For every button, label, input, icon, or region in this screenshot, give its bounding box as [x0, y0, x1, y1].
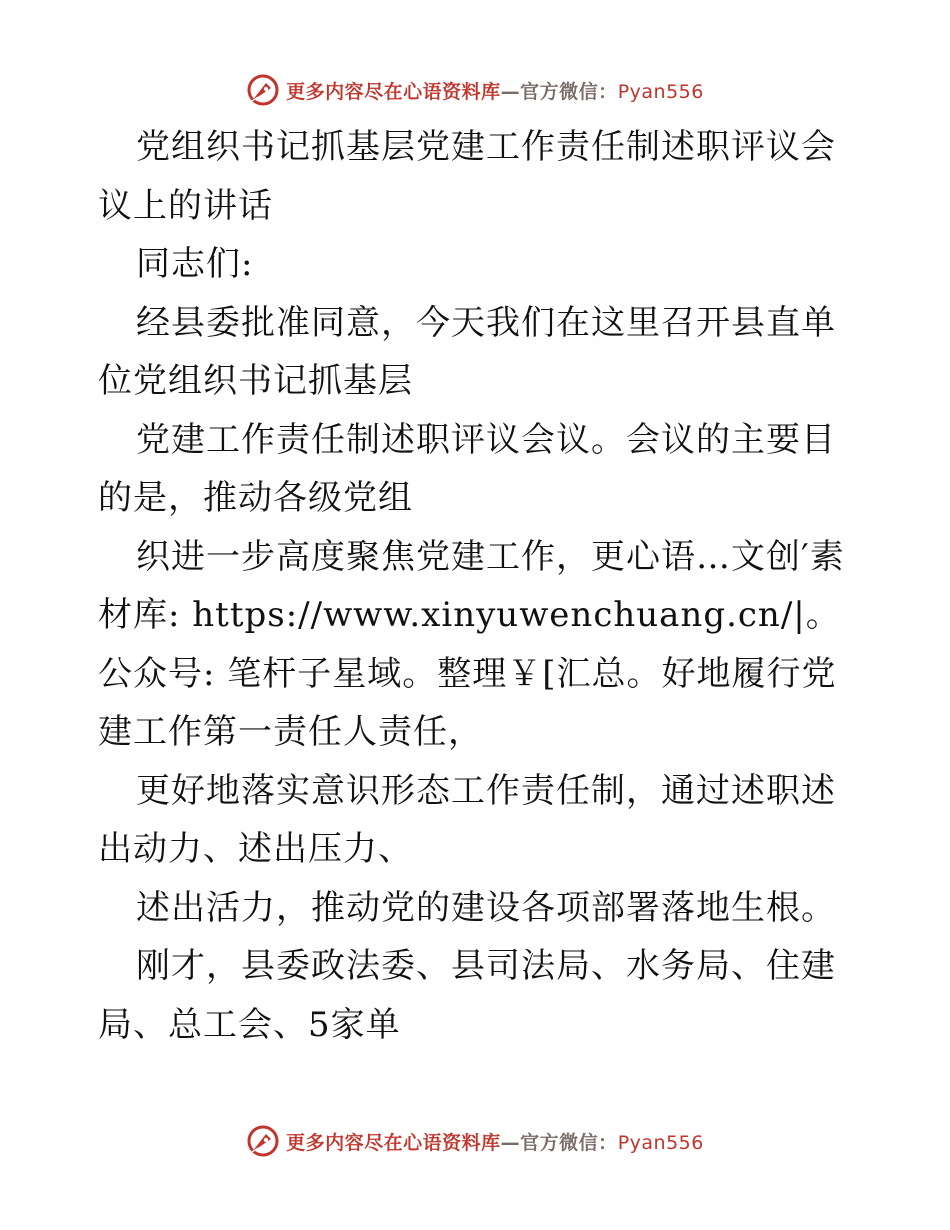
- banner-text: [286, 77, 704, 104]
- banner-dash: —: [500, 1131, 521, 1154]
- banner-official-label: 官方微信：: [520, 80, 618, 103]
- pen-nib-logo-icon: [246, 1124, 280, 1158]
- banner-text: [286, 1128, 704, 1155]
- banner-wechat-id: Pyan556: [617, 1131, 704, 1154]
- footer-watermark-banner: [0, 1121, 950, 1161]
- paragraph: 更好地落实意识形态工作责任制，通过述职述出动力、述出压力、: [98, 770, 836, 869]
- banner-wechat-id: Pyan556: [617, 80, 704, 103]
- header-watermark-banner: [0, 70, 950, 110]
- banner-dash: —: [500, 80, 521, 103]
- paragraph: 织进一步高度聚焦党建工作，更心语…文创′素材库: https://www.xinyuwenchuang.cn/|。公众号: 笔杆子星域。整理￥[汇总。好地履行党建工作第一责任人责任，: [98, 536, 845, 752]
- banner-main-text: 更多内容尽在心语资料库: [286, 1131, 501, 1154]
- paragraph: 经县委批准同意，今天我们在这里召开县直单位党组织书记抓基层: [98, 302, 836, 401]
- banner-official-label: 官方微信：: [520, 1131, 618, 1154]
- document-title: 党组织书记抓基层党建工作责任制述职评议会议上的讲话: [98, 127, 836, 226]
- pen-nib-logo-icon: [246, 73, 280, 107]
- paragraph: 刚才，县委政法委、县司法局、水务局、住建局、总工会、5家单: [98, 946, 836, 1045]
- paragraph-salutation: 同志们:: [136, 244, 254, 284]
- banner-main-text: 更多内容尽在心语资料库: [286, 80, 501, 103]
- paragraph: 党建工作责任制述职评议会议。会议的主要目的是，推动各级党组: [98, 419, 836, 518]
- document-body: [98, 118, 850, 1054]
- paragraph: 述出活力，推动党的建设各项部署落地生根。: [136, 887, 836, 928]
